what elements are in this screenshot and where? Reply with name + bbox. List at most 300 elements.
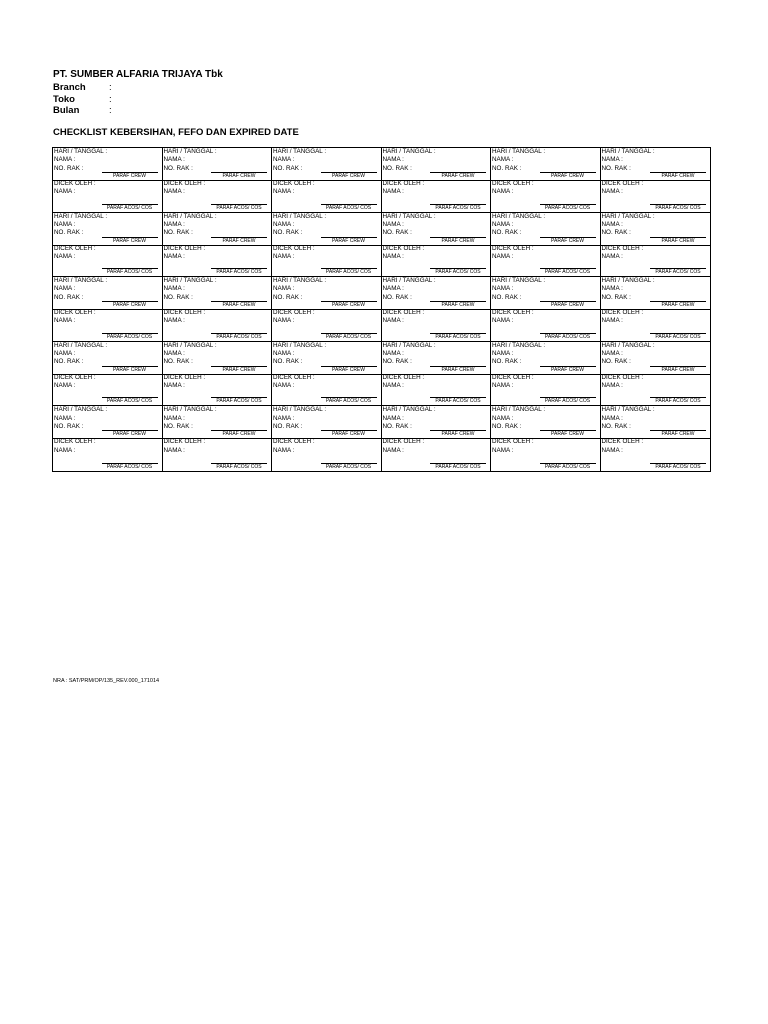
paraf-crew-label: PARAF CREW: [211, 366, 267, 373]
hari-tanggal-label: HARI / TANGGAL :: [601, 277, 655, 285]
crew-section: [163, 277, 272, 310]
nama-label: NAMA :: [273, 220, 295, 228]
hari-tanggal-label: HARI / TANGGAL :: [54, 212, 108, 220]
paraf-acos-label: PARAF ACOS/ COS: [211, 397, 267, 404]
crew-section: [53, 342, 162, 375]
checker-section: [272, 245, 381, 277]
paraf-crew-label: PARAF CREW: [650, 172, 706, 179]
dicek-oleh-label: DICEK OLEH :: [382, 438, 425, 446]
checklist-cell: [601, 148, 711, 213]
crew-section: [163, 406, 272, 439]
crew-section: [272, 213, 381, 246]
no-rak-label: NO. RAK :: [163, 164, 193, 172]
checker-section: [163, 438, 272, 471]
checker-section: [163, 309, 272, 341]
paraf-acos-label: PARAF ACOS/ COS: [430, 463, 486, 470]
hari-tanggal-label: HARI / TANGGAL :: [601, 212, 655, 220]
crew-section: [601, 148, 711, 181]
nama-label: NAMA :: [54, 317, 76, 325]
hari-tanggal-label: HARI / TANGGAL :: [273, 148, 327, 155]
nama-label: NAMA :: [492, 156, 514, 164]
no-rak-label: NO. RAK :: [492, 358, 522, 366]
nama-label: NAMA :: [601, 188, 623, 196]
paraf-acos-label: PARAF ACOS/ COS: [650, 204, 706, 211]
no-rak-label: NO. RAK :: [601, 229, 631, 237]
no-rak-label: NO. RAK :: [273, 164, 303, 172]
paraf-acos-label: PARAF ACOS/ COS: [211, 463, 267, 470]
hari-tanggal-label: HARI / TANGGAL :: [54, 406, 108, 414]
toko-colon: :: [109, 94, 112, 105]
checklist-cell: [491, 342, 601, 407]
paraf-crew-label: PARAF CREW: [321, 430, 377, 437]
paraf-acos-label: PARAF ACOS/ COS: [430, 397, 486, 404]
form-title: CHECKLIST KEBERSIHAN, FEFO DAN EXPIRED DATE: [53, 127, 299, 138]
nama-label: NAMA :: [273, 252, 295, 260]
branch-label: Branch: [53, 82, 86, 93]
dicek-oleh-label: DICEK OLEH :: [54, 244, 96, 252]
nama-label: NAMA :: [54, 285, 76, 293]
hari-tanggal-label: HARI / TANGGAL :: [163, 212, 217, 220]
nama-label: NAMA :: [163, 285, 185, 293]
hari-tanggal-label: HARI / TANGGAL :: [382, 148, 436, 155]
nama-label: NAMA :: [492, 382, 514, 390]
paraf-crew-label: PARAF CREW: [540, 430, 596, 437]
checklist-cell: [53, 406, 163, 471]
paraf-crew-label: PARAF CREW: [211, 430, 267, 437]
no-rak-label: NO. RAK :: [54, 422, 84, 430]
dicek-oleh-label: DICEK OLEH :: [273, 438, 315, 446]
checklist-cell: [53, 342, 163, 407]
checklist-cell: [491, 277, 601, 342]
hari-tanggal-label: HARI / TANGGAL :: [601, 148, 655, 155]
checker-section: [491, 374, 600, 406]
no-rak-label: NO. RAK :: [382, 229, 412, 237]
checklist-cell: [601, 213, 711, 278]
nama-label: NAMA :: [601, 317, 623, 325]
nama-label: NAMA :: [54, 156, 76, 164]
crew-section: [53, 277, 162, 310]
checklist-cell: [382, 342, 492, 407]
nama-label: NAMA :: [163, 188, 185, 196]
paraf-acos-label: PARAF ACOS/ COS: [540, 268, 596, 275]
branch-colon: :: [109, 82, 112, 93]
paraf-acos-label: PARAF ACOS/ COS: [650, 333, 706, 340]
hari-tanggal-label: HARI / TANGGAL :: [492, 148, 546, 155]
nama-label: NAMA :: [601, 446, 623, 454]
nama-label: NAMA :: [54, 350, 76, 358]
hari-tanggal-label: HARI / TANGGAL :: [382, 406, 436, 414]
no-rak-label: NO. RAK :: [273, 358, 303, 366]
nama-label: NAMA :: [382, 220, 404, 228]
no-rak-label: NO. RAK :: [492, 293, 522, 301]
no-rak-label: NO. RAK :: [492, 164, 522, 172]
crew-section: [382, 277, 491, 310]
paraf-acos-label: PARAF ACOS/ COS: [102, 333, 158, 340]
dicek-oleh-label: DICEK OLEH :: [273, 373, 315, 381]
nama-label: NAMA :: [54, 188, 76, 196]
bulan-label: Bulan: [53, 105, 80, 116]
bulan-colon: :: [109, 105, 112, 116]
no-rak-label: NO. RAK :: [273, 293, 303, 301]
checker-section: [272, 309, 381, 341]
checklist-cell: [382, 406, 492, 471]
paraf-crew-label: PARAF CREW: [430, 172, 486, 179]
paraf-acos-label: PARAF ACOS/ COS: [321, 333, 377, 340]
paraf-crew-label: PARAF CREW: [540, 301, 596, 308]
nama-label: NAMA :: [163, 156, 185, 164]
nama-label: NAMA :: [601, 350, 623, 358]
no-rak-label: NO. RAK :: [601, 293, 631, 301]
dicek-oleh-label: DICEK OLEH :: [601, 438, 644, 446]
paraf-acos-label: PARAF ACOS/ COS: [102, 463, 158, 470]
dicek-oleh-label: DICEK OLEH :: [54, 309, 96, 317]
hari-tanggal-label: HARI / TANGGAL :: [382, 277, 436, 285]
nama-label: NAMA :: [54, 446, 76, 454]
crew-section: [601, 213, 711, 246]
paraf-acos-label: PARAF ACOS/ COS: [321, 463, 377, 470]
paraf-crew-label: PARAF CREW: [430, 237, 486, 244]
crew-section: [163, 213, 272, 246]
dicek-oleh-label: DICEK OLEH :: [163, 244, 206, 252]
paraf-acos-label: PARAF ACOS/ COS: [540, 204, 596, 211]
paraf-acos-label: PARAF ACOS/ COS: [211, 204, 267, 211]
dicek-oleh-label: DICEK OLEH :: [273, 180, 315, 187]
no-rak-label: NO. RAK :: [601, 164, 631, 172]
dicek-oleh-label: DICEK OLEH :: [382, 180, 425, 187]
company-name: PT. SUMBER ALFARIA TRIJAYA Tbk: [53, 69, 223, 80]
hari-tanggal-label: HARI / TANGGAL :: [273, 212, 327, 220]
checklist-cell: [491, 213, 601, 278]
checker-section: [272, 374, 381, 406]
nama-label: NAMA :: [163, 220, 185, 228]
dicek-oleh-label: DICEK OLEH :: [382, 309, 425, 317]
no-rak-label: NO. RAK :: [273, 229, 303, 237]
nama-label: NAMA :: [382, 285, 404, 293]
checklist-cell: [601, 406, 711, 471]
nama-label: NAMA :: [601, 382, 623, 390]
dicek-oleh-label: DICEK OLEH :: [492, 309, 534, 317]
dicek-oleh-label: DICEK OLEH :: [163, 438, 206, 446]
nama-label: NAMA :: [492, 446, 514, 454]
checklist-cell: [601, 277, 711, 342]
paraf-acos-label: PARAF ACOS/ COS: [650, 463, 706, 470]
no-rak-label: NO. RAK :: [163, 229, 193, 237]
dicek-oleh-label: DICEK OLEH :: [601, 309, 644, 317]
nama-label: NAMA :: [163, 350, 185, 358]
paraf-acos-label: PARAF ACOS/ COS: [102, 204, 158, 211]
nama-label: NAMA :: [54, 252, 76, 260]
checklist-cell: [382, 148, 492, 213]
crew-section: [272, 148, 381, 181]
paraf-crew-label: PARAF CREW: [650, 237, 706, 244]
paraf-crew-label: PARAF CREW: [650, 430, 706, 437]
checklist-cell: [382, 213, 492, 278]
checklist-cell: [382, 277, 492, 342]
paraf-acos-label: PARAF ACOS/ COS: [321, 268, 377, 275]
crew-section: [272, 406, 381, 439]
checker-section: [53, 438, 162, 471]
bulan-row: [53, 105, 112, 116]
checklist-cell: [53, 277, 163, 342]
crew-section: [491, 213, 600, 246]
checker-section: [382, 374, 491, 406]
checker-section: [382, 438, 491, 471]
branch-row: [53, 82, 112, 93]
nama-label: NAMA :: [273, 382, 295, 390]
no-rak-label: NO. RAK :: [273, 422, 303, 430]
crew-section: [163, 148, 272, 181]
crew-section: [53, 406, 162, 439]
crew-section: [491, 277, 600, 310]
paraf-crew-label: PARAF CREW: [102, 237, 158, 244]
nama-label: NAMA :: [163, 252, 185, 260]
hari-tanggal-label: HARI / TANGGAL :: [273, 277, 327, 285]
nama-label: NAMA :: [273, 414, 295, 422]
no-rak-label: NO. RAK :: [382, 293, 412, 301]
dicek-oleh-label: DICEK OLEH :: [492, 373, 534, 381]
paraf-crew-label: PARAF CREW: [540, 237, 596, 244]
no-rak-label: NO. RAK :: [382, 422, 412, 430]
checker-section: [53, 309, 162, 341]
checklist-cell: [163, 213, 273, 278]
dicek-oleh-label: DICEK OLEH :: [273, 309, 315, 317]
paraf-crew-label: PARAF CREW: [102, 301, 158, 308]
nama-label: NAMA :: [382, 414, 404, 422]
nama-label: NAMA :: [54, 414, 76, 422]
hari-tanggal-label: HARI / TANGGAL :: [601, 341, 655, 349]
no-rak-label: NO. RAK :: [492, 229, 522, 237]
no-rak-label: NO. RAK :: [382, 358, 412, 366]
checker-section: [382, 309, 491, 341]
hari-tanggal-label: HARI / TANGGAL :: [54, 341, 108, 349]
nama-label: NAMA :: [601, 252, 623, 260]
dicek-oleh-label: DICEK OLEH :: [492, 244, 534, 252]
checker-section: [163, 180, 272, 212]
paraf-acos-label: PARAF ACOS/ COS: [650, 397, 706, 404]
paraf-crew-label: PARAF CREW: [102, 366, 158, 373]
checker-section: [601, 309, 711, 341]
dicek-oleh-label: DICEK OLEH :: [163, 180, 206, 187]
paraf-acos-label: PARAF ACOS/ COS: [211, 268, 267, 275]
paraf-acos-label: PARAF ACOS/ COS: [540, 333, 596, 340]
crew-section: [491, 342, 600, 375]
paraf-acos-label: PARAF ACOS/ COS: [211, 333, 267, 340]
checker-section: [272, 438, 381, 471]
dicek-oleh-label: DICEK OLEH :: [492, 180, 534, 187]
no-rak-label: NO. RAK :: [163, 358, 193, 366]
paraf-acos-label: PARAF ACOS/ COS: [650, 268, 706, 275]
hari-tanggal-label: HARI / TANGGAL :: [54, 277, 108, 285]
paraf-crew-label: PARAF CREW: [321, 172, 377, 179]
paraf-acos-label: PARAF ACOS/ COS: [102, 268, 158, 275]
paraf-crew-label: PARAF CREW: [102, 430, 158, 437]
crew-section: [272, 342, 381, 375]
dicek-oleh-label: DICEK OLEH :: [163, 309, 206, 317]
crew-section: [491, 406, 600, 439]
checklist-cell: [272, 342, 382, 407]
checklist-grid: [52, 147, 711, 472]
checker-section: [163, 245, 272, 277]
paraf-acos-label: PARAF ACOS/ COS: [321, 204, 377, 211]
checklist-cell: [53, 213, 163, 278]
hari-tanggal-label: HARI / TANGGAL :: [163, 341, 217, 349]
nama-label: NAMA :: [163, 446, 185, 454]
crew-section: [163, 342, 272, 375]
no-rak-label: NO. RAK :: [54, 164, 84, 172]
checklist-cell: [163, 277, 273, 342]
hari-tanggal-label: HARI / TANGGAL :: [382, 212, 436, 220]
nama-label: NAMA :: [382, 252, 404, 260]
hari-tanggal-label: HARI / TANGGAL :: [54, 148, 108, 155]
nama-label: NAMA :: [492, 252, 514, 260]
dicek-oleh-label: DICEK OLEH :: [601, 244, 644, 252]
hari-tanggal-label: HARI / TANGGAL :: [163, 277, 217, 285]
checklist-cell: [601, 342, 711, 407]
nama-label: NAMA :: [601, 414, 623, 422]
nama-label: NAMA :: [601, 156, 623, 164]
dicek-oleh-label: DICEK OLEH :: [54, 373, 96, 381]
toko-label: Toko: [53, 94, 75, 105]
nama-label: NAMA :: [163, 382, 185, 390]
checklist-cell: [163, 148, 273, 213]
hari-tanggal-label: HARI / TANGGAL :: [382, 341, 436, 349]
nama-label: NAMA :: [273, 350, 295, 358]
document-code: NRA : SAT/PRM/OP/135_REV.000_171014: [53, 678, 160, 684]
paraf-acos-label: PARAF ACOS/ COS: [321, 397, 377, 404]
paraf-crew-label: PARAF CREW: [211, 172, 267, 179]
nama-label: NAMA :: [492, 220, 514, 228]
hari-tanggal-label: HARI / TANGGAL :: [492, 406, 546, 414]
hari-tanggal-label: HARI / TANGGAL :: [492, 277, 546, 285]
no-rak-label: NO. RAK :: [601, 422, 631, 430]
crew-section: [601, 277, 711, 310]
nama-label: NAMA :: [382, 188, 404, 196]
checklist-cell: [491, 406, 601, 471]
checker-section: [272, 180, 381, 212]
nama-label: NAMA :: [163, 414, 185, 422]
nama-label: NAMA :: [382, 317, 404, 325]
nama-label: NAMA :: [54, 220, 76, 228]
paraf-crew-label: PARAF CREW: [321, 366, 377, 373]
no-rak-label: NO. RAK :: [382, 164, 412, 172]
crew-section: [382, 213, 491, 246]
hari-tanggal-label: HARI / TANGGAL :: [492, 212, 546, 220]
nama-label: NAMA :: [492, 188, 514, 196]
checker-section: [53, 245, 162, 277]
crew-section: [601, 342, 711, 375]
no-rak-label: NO. RAK :: [601, 358, 631, 366]
nama-label: NAMA :: [492, 285, 514, 293]
nama-label: NAMA :: [273, 285, 295, 293]
paraf-crew-label: PARAF CREW: [650, 301, 706, 308]
nama-label: NAMA :: [601, 285, 623, 293]
dicek-oleh-label: DICEK OLEH :: [54, 180, 96, 187]
hari-tanggal-label: HARI / TANGGAL :: [273, 341, 327, 349]
checklist-cell: [272, 148, 382, 213]
checker-section: [601, 180, 711, 212]
checker-section: [601, 374, 711, 406]
paraf-crew-label: PARAF CREW: [321, 301, 377, 308]
crew-section: [382, 342, 491, 375]
crew-section: [382, 148, 491, 181]
crew-section: [382, 406, 491, 439]
paraf-crew-label: PARAF CREW: [430, 366, 486, 373]
dicek-oleh-label: DICEK OLEH :: [54, 438, 96, 446]
checker-section: [491, 180, 600, 212]
no-rak-label: NO. RAK :: [492, 422, 522, 430]
toko-row: [53, 94, 112, 105]
paraf-crew-label: PARAF CREW: [102, 172, 158, 179]
nama-label: NAMA :: [382, 350, 404, 358]
nama-label: NAMA :: [601, 220, 623, 228]
dicek-oleh-label: DICEK OLEH :: [601, 180, 644, 187]
dicek-oleh-label: DICEK OLEH :: [601, 373, 644, 381]
checker-section: [601, 245, 711, 277]
paraf-crew-label: PARAF CREW: [540, 172, 596, 179]
checker-section: [382, 245, 491, 277]
nama-label: NAMA :: [273, 188, 295, 196]
nama-label: NAMA :: [382, 156, 404, 164]
nama-label: NAMA :: [382, 382, 404, 390]
checklist-cell: [163, 342, 273, 407]
nama-label: NAMA :: [54, 382, 76, 390]
nama-label: NAMA :: [163, 317, 185, 325]
no-rak-label: NO. RAK :: [54, 358, 84, 366]
paraf-crew-label: PARAF CREW: [211, 237, 267, 244]
paraf-crew-label: PARAF CREW: [430, 430, 486, 437]
hari-tanggal-label: HARI / TANGGAL :: [163, 406, 217, 414]
dicek-oleh-label: DICEK OLEH :: [163, 373, 206, 381]
paraf-crew-label: PARAF CREW: [430, 301, 486, 308]
checker-section: [382, 180, 491, 212]
paraf-acos-label: PARAF ACOS/ COS: [430, 333, 486, 340]
crew-section: [53, 213, 162, 246]
paraf-crew-label: PARAF CREW: [650, 366, 706, 373]
crew-section: [491, 148, 600, 181]
nama-label: NAMA :: [492, 414, 514, 422]
paraf-acos-label: PARAF ACOS/ COS: [430, 204, 486, 211]
crew-section: [272, 277, 381, 310]
nama-label: NAMA :: [382, 446, 404, 454]
no-rak-label: NO. RAK :: [54, 229, 84, 237]
no-rak-label: NO. RAK :: [54, 293, 84, 301]
checklist-cell: [53, 148, 163, 213]
paraf-crew-label: PARAF CREW: [211, 301, 267, 308]
paraf-crew-label: PARAF CREW: [540, 366, 596, 373]
paraf-acos-label: PARAF ACOS/ COS: [430, 268, 486, 275]
no-rak-label: NO. RAK :: [163, 293, 193, 301]
checker-section: [601, 438, 711, 471]
paraf-acos-label: PARAF ACOS/ COS: [540, 397, 596, 404]
dicek-oleh-label: DICEK OLEH :: [492, 438, 534, 446]
nama-label: NAMA :: [273, 317, 295, 325]
dicek-oleh-label: DICEK OLEH :: [382, 373, 425, 381]
checker-section: [491, 438, 600, 471]
dicek-oleh-label: DICEK OLEH :: [273, 244, 315, 252]
checklist-cell: [272, 277, 382, 342]
paraf-crew-label: PARAF CREW: [321, 237, 377, 244]
nama-label: NAMA :: [273, 156, 295, 164]
checker-section: [53, 374, 162, 406]
checker-section: [163, 374, 272, 406]
nama-label: NAMA :: [492, 350, 514, 358]
checker-section: [491, 245, 600, 277]
paraf-acos-label: PARAF ACOS/ COS: [102, 397, 158, 404]
nama-label: NAMA :: [273, 446, 295, 454]
dicek-oleh-label: DICEK OLEH :: [382, 244, 425, 252]
hari-tanggal-label: HARI / TANGGAL :: [163, 148, 217, 155]
crew-section: [53, 148, 162, 181]
